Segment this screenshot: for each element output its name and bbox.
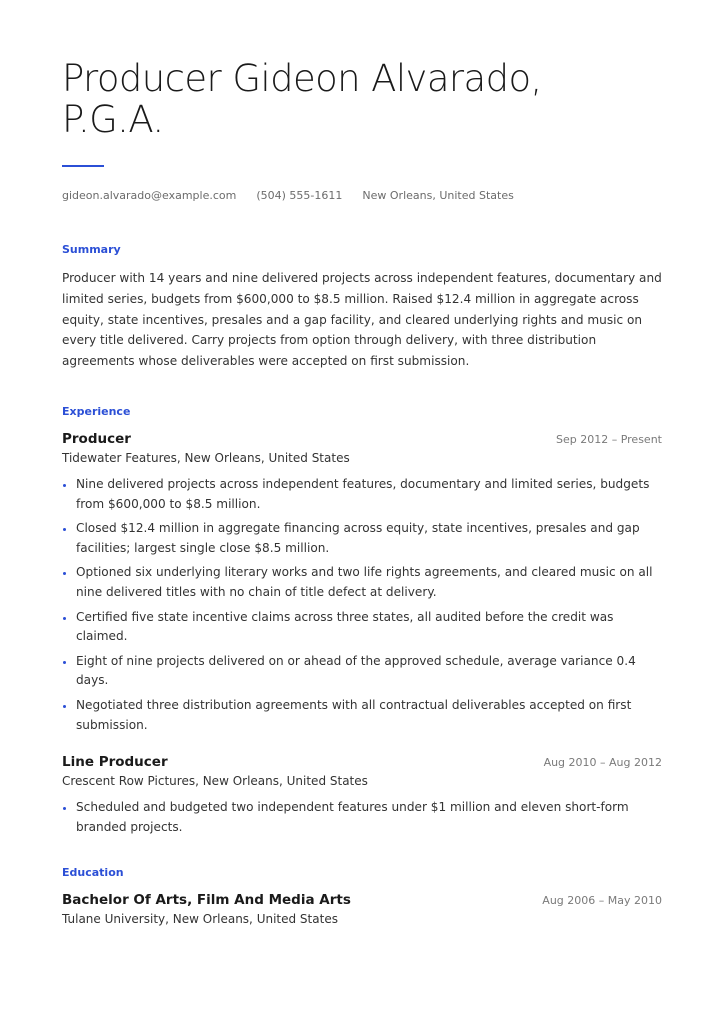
job-bullet (62, 563, 662, 602)
bullet-icon (63, 528, 66, 531)
bullet-icon (63, 661, 66, 664)
contact-line (62, 189, 662, 202)
degree-title: Bachelor Of Arts, Film And Media Arts (62, 892, 351, 909)
job-bullet-list (62, 798, 662, 837)
bullet-icon (63, 572, 66, 575)
job-bullet (62, 798, 662, 837)
job-bullet (62, 608, 662, 647)
bullet-icon (63, 484, 66, 487)
bullet-icon (63, 705, 66, 708)
contact-phone[interactable]: (504) 555-1611 (256, 189, 343, 202)
experience-entry-2 (62, 754, 662, 837)
job-bullet-text: Eight of nine projects delivered on or ahead of the approved schedule, average variance 0.4 days. (76, 653, 636, 688)
job-title: Producer (62, 430, 131, 447)
education-entry (62, 892, 662, 926)
contact-email[interactable]: gideon.alvarado@example.com (62, 189, 237, 202)
entry-header (62, 754, 662, 770)
job-bullet-text: Optioned six underlying literary works and two life rights agreements, and cleared music on all nine delivered titles with no chain of title defect at delivery. (76, 565, 653, 599)
job-bullet-text: Certified five state incentive claims across three states, all audited before the credit was claimed. (76, 609, 614, 644)
job-bullet-text: Negotiated three distribution agreements with all contractual deliverables accepted on first submission. (76, 697, 632, 732)
job-bullet-text: Scheduled and budgeted two independent features under $1 million and eleven short-form branded projects. (76, 800, 629, 834)
job-bullet (62, 519, 662, 558)
entry-header (62, 431, 662, 447)
accent-divider (62, 165, 104, 167)
experience-heading: Experience (62, 404, 131, 418)
summary-heading: Summary (62, 243, 121, 256)
experience-entry-1 (62, 431, 662, 735)
job-bullet (62, 696, 662, 735)
job-dates: Aug 2010 – Aug 2012 (543, 756, 662, 770)
job-company: Crescent Row Pictures, New Orleans, United States (62, 774, 368, 789)
education-dates: Aug 2006 – May 2010 (542, 894, 662, 908)
job-bullet-text: Closed $12.4 million in aggregate financing across equity, state incentives, presales and gap facilities; largest single close $8.5 million. (76, 521, 640, 555)
job-company: Tidewater Features, New Orleans, United States (62, 450, 350, 465)
school-name: Tulane University, New Orleans, United States (62, 912, 338, 927)
job-dates: Sep 2012 – Present (556, 432, 662, 446)
job-bullet-text: Nine delivered projects across independent features, documentary and limited series, budgets from $600,000 to $8.5 million. (76, 476, 650, 511)
education-heading: Education (62, 866, 124, 880)
job-bullet (62, 652, 662, 691)
job-bullet-list (62, 475, 662, 735)
entry-header (62, 892, 662, 908)
bullet-icon (63, 617, 66, 620)
job-bullet (62, 475, 662, 514)
job-title: Line Producer (62, 754, 168, 771)
resume-page (62, 58, 662, 926)
bullet-icon (63, 807, 66, 810)
candidate-name: Producer Gideon Alvarado, P.G.A. (62, 57, 542, 141)
contact-location: New Orleans, United States (362, 189, 514, 202)
summary-text: Producer with 14 years and nine delivered projects across independent features, documentary and limited series, budgets from $600,000 to $8.5 million. Raised $12.4 million in aggregate across equity, state incentives, presales and a gap facility, and cleared underlying rights and music on every title delivered. Carry projects from option through delivery, with three distribution agreements whose deliverables were accepted on first submission. (62, 271, 662, 369)
